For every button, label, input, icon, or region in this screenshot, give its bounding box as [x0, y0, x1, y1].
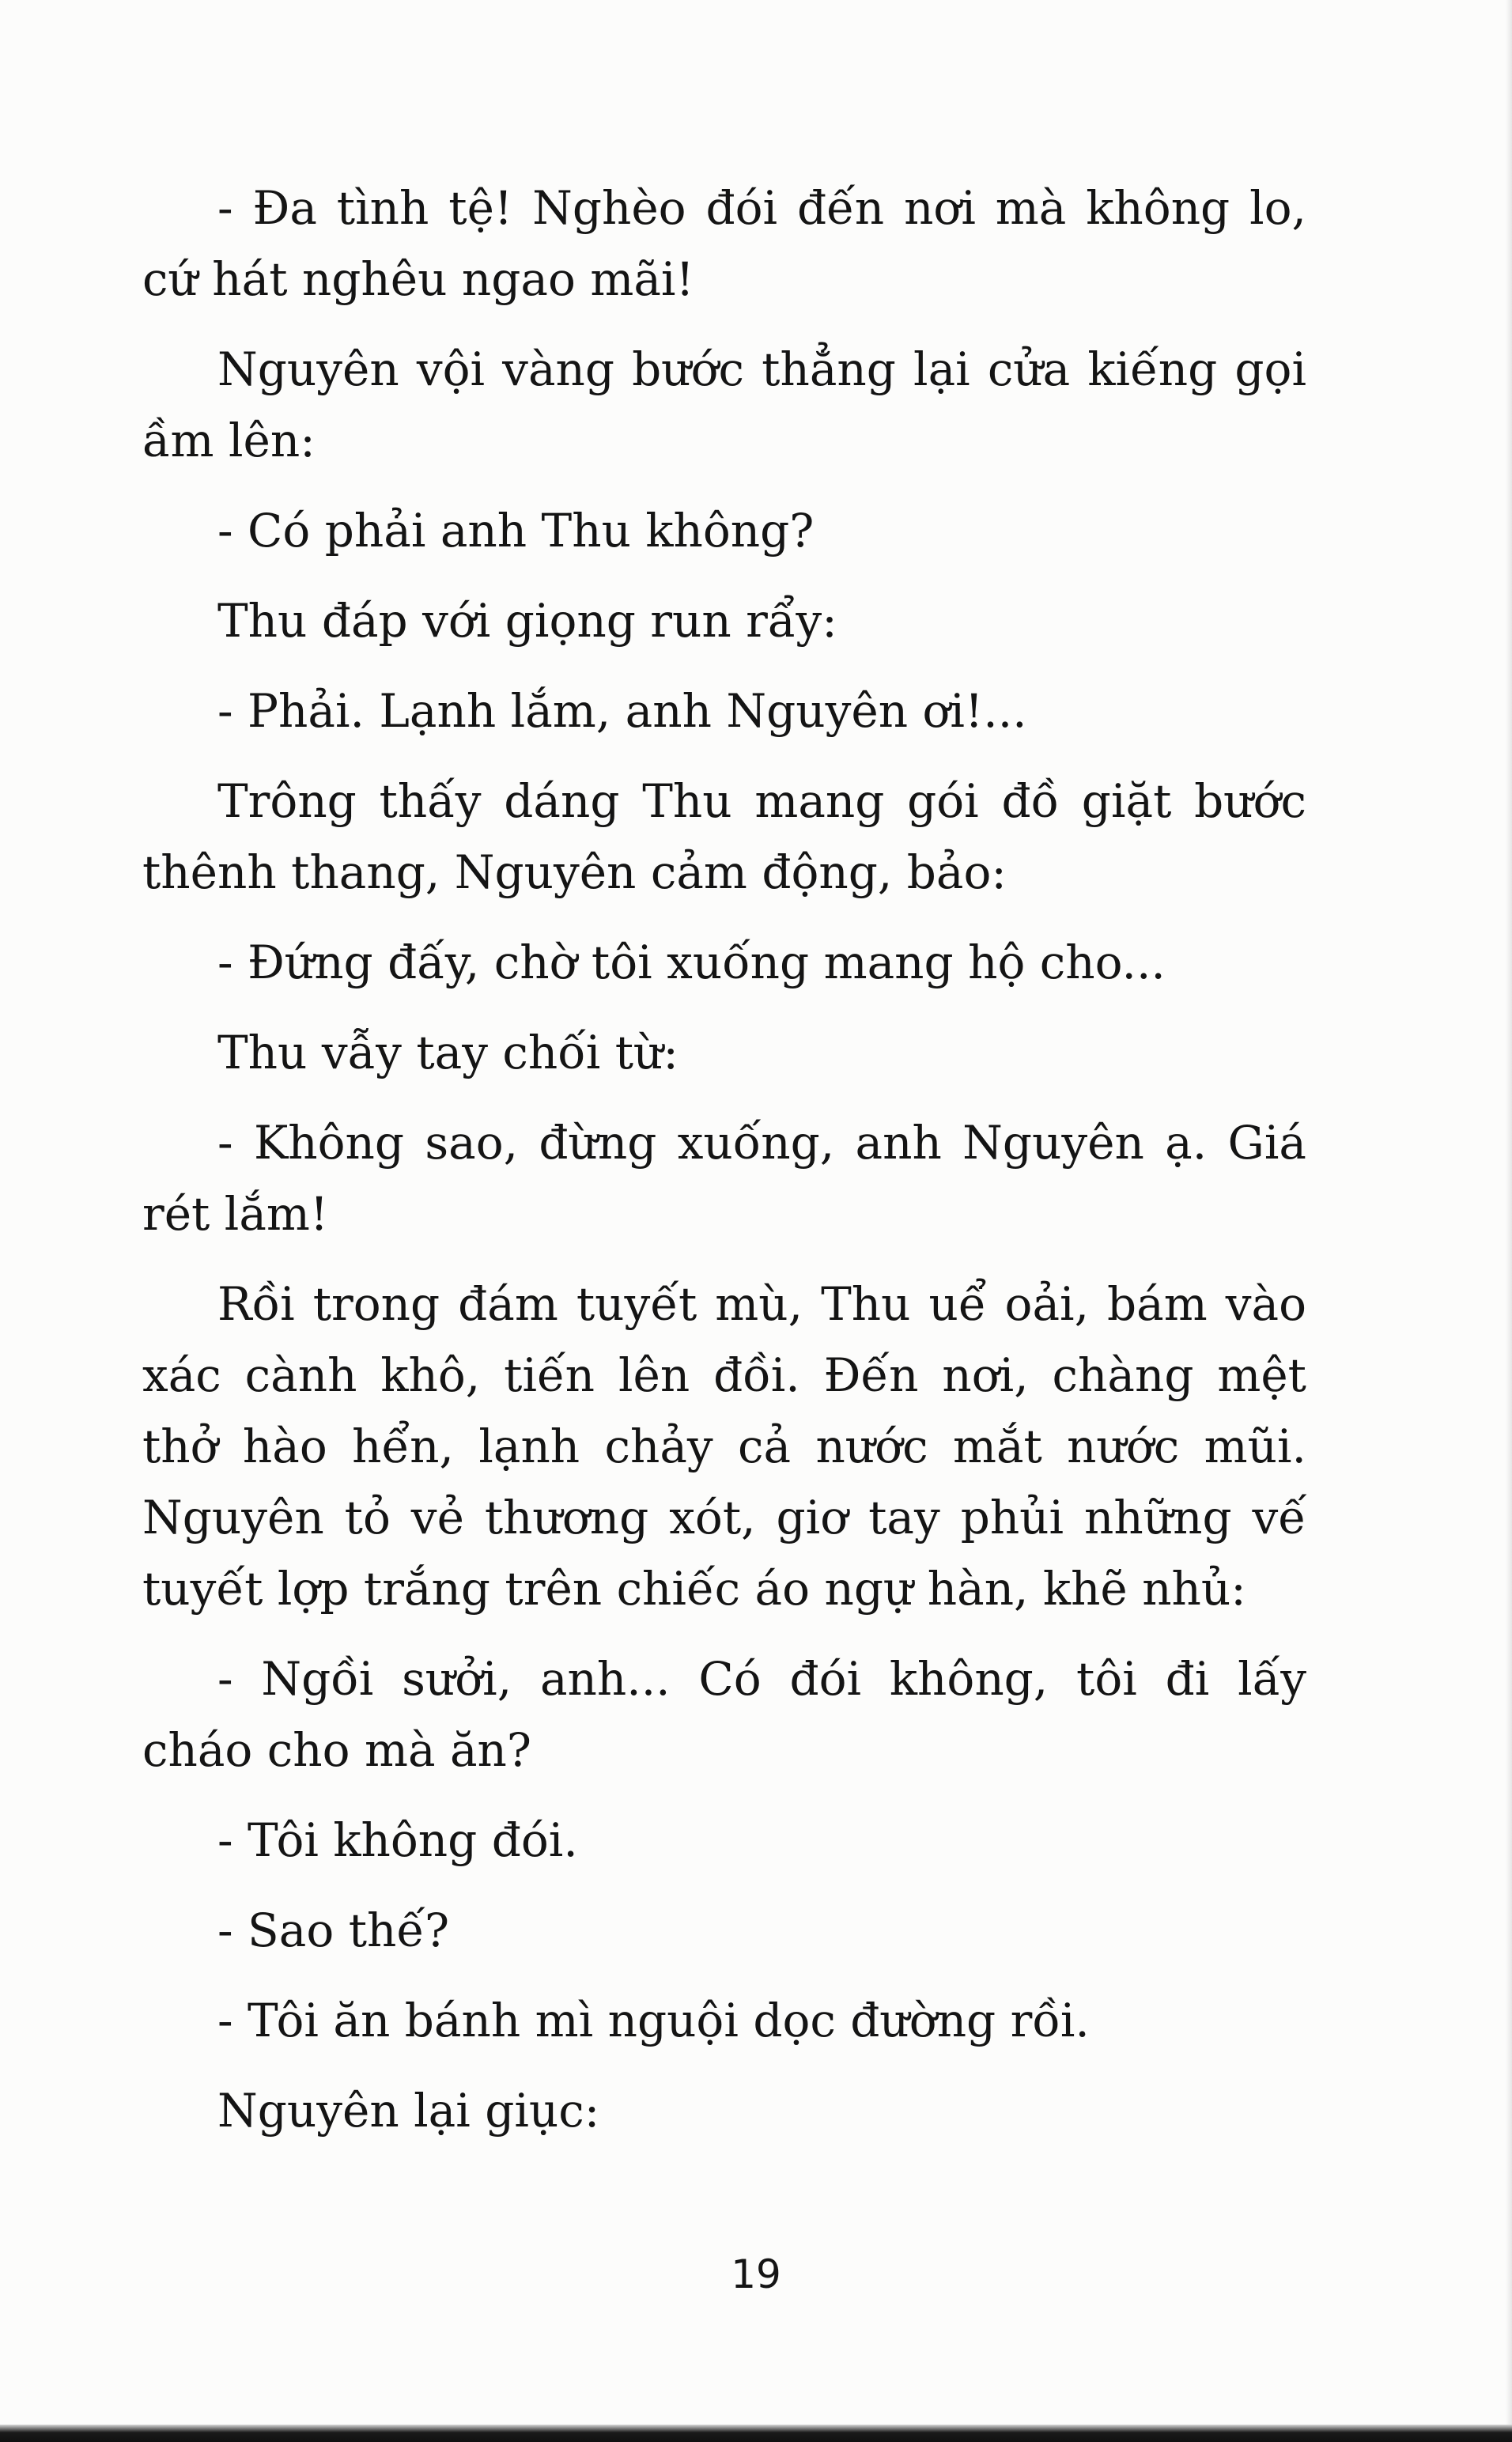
paragraph: - Sao thế?	[217, 1903, 450, 1957]
paragraph: Nguyên vội vàng bước thẳng lại cửa kiếng gọi ầm lên:	[142, 342, 1306, 467]
paragraph: - Đứng đấy, chờ tôi xuống mang hộ cho...	[217, 936, 1166, 989]
scan-edge-bottom	[0, 2425, 1512, 2442]
body-text	[142, 172, 1306, 2165]
paragraph: Trông thấy dáng Thu mang gói đồ giặt bước thênh thang, Nguyên cảm động, bảo:	[142, 774, 1306, 899]
paragraph: Rồi trong đám tuyết mù, Thu uể oải, bám vào xác cành khô, tiến lên đồi. Đến nơi, chàng mệt thở hào hển, lạnh chảy cả nước mắt nước mũi. Nguyên tỏ vẻ thương xót, giơ tay phủi những vế tuyết lợp trắng trên chiếc áo ngự hàn, khẽ nhủ:	[142, 1277, 1306, 1616]
paragraph: - Tôi ăn bánh mì nguội dọc đường rồi.	[217, 1994, 1090, 2047]
paragraph: Thu vẫy tay chối từ:	[217, 1026, 679, 1079]
scan-edge-right	[1506, 0, 1512, 2442]
paragraph: - Tôi không đói.	[217, 1813, 578, 1867]
paragraph: - Đa tình tệ! Nghèo đói đến nơi mà không lo, cứ hát nghêu ngao mãi!	[142, 181, 1306, 306]
paragraph: - Không sao, đừng xuống, anh Nguyên ạ. Giá rét lắm!	[142, 1116, 1306, 1241]
paragraph: Nguyên lại giục:	[217, 2084, 600, 2138]
paragraph: - Có phải anh Thu không?	[217, 504, 815, 558]
paragraph: - Ngồi sưởi, anh... Có đói không, tôi đi lấy cháo cho mà ăn?	[142, 1652, 1306, 1777]
paragraph: Thu đáp với giọng run rẩy:	[217, 594, 837, 648]
paragraph: - Phải. Lạnh lắm, anh Nguyên ơi!...	[217, 684, 1027, 738]
page-number: 19	[731, 2251, 781, 2297]
